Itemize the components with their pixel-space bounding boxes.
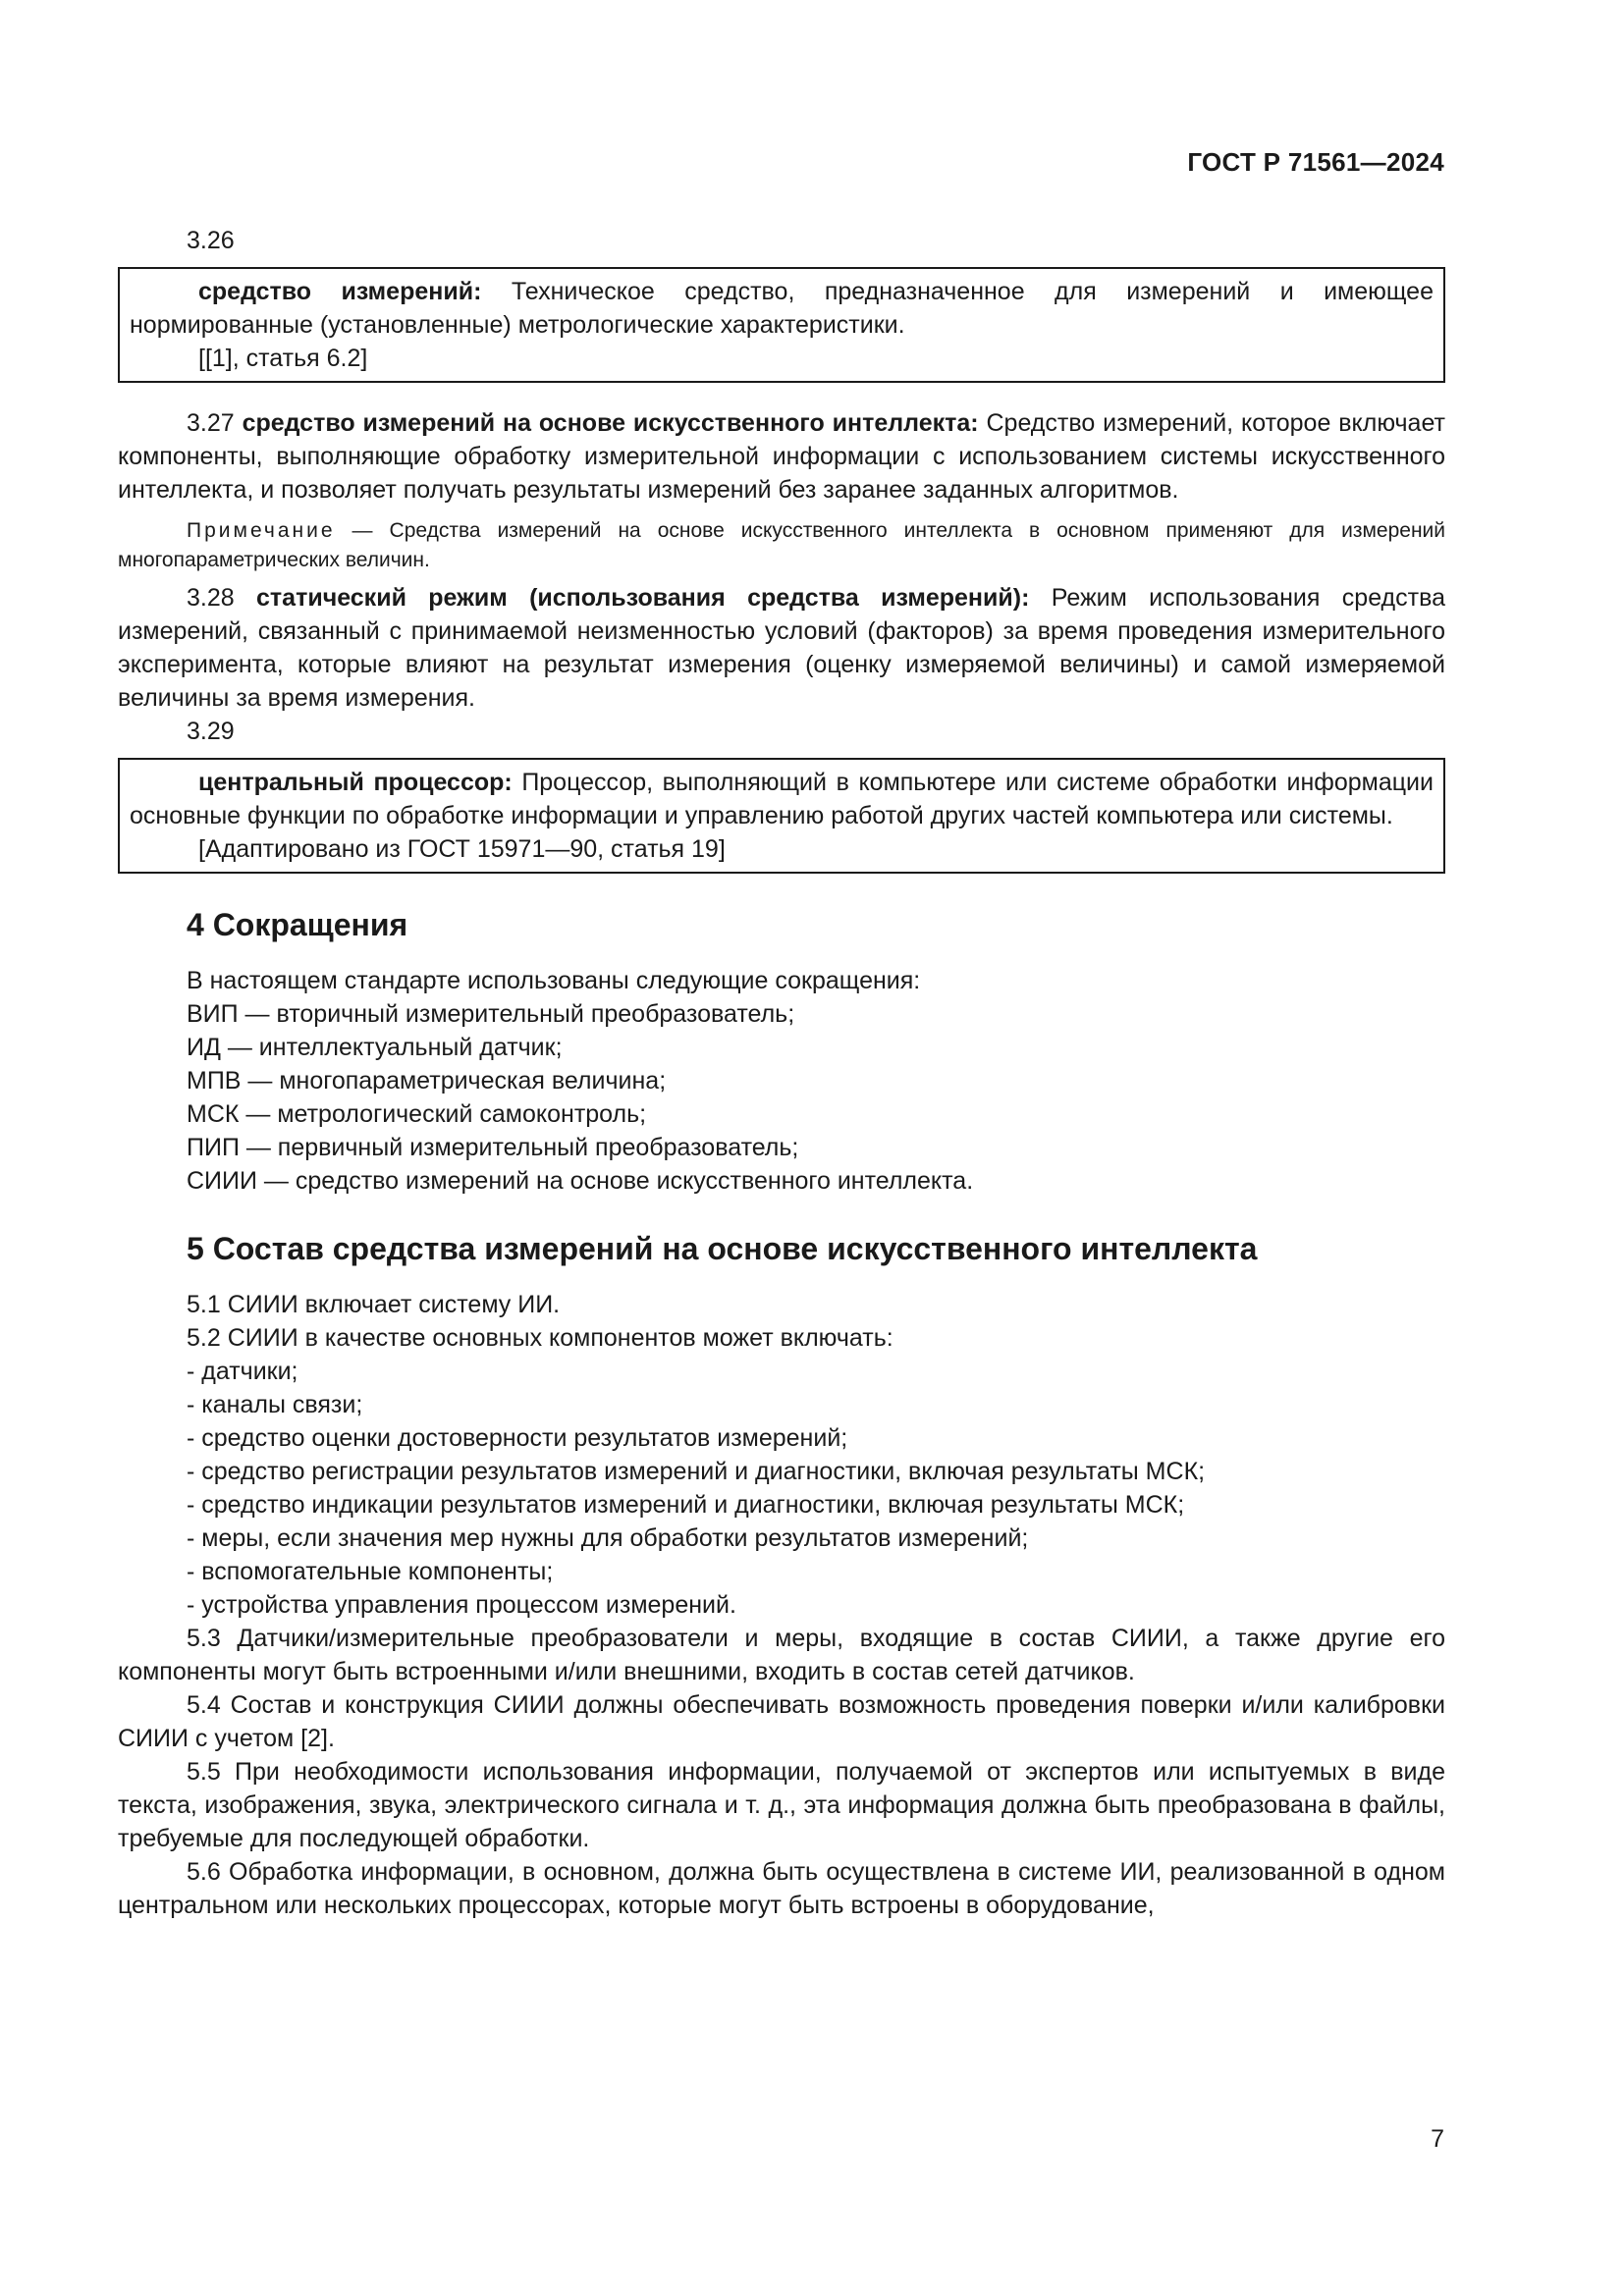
definition-box-3-29 — [118, 758, 1445, 874]
clause-5-2: 5.2 СИИИ в качестве основных компонентов может включать: — [187, 1324, 893, 1352]
term-number-3-29: 3.29 — [187, 718, 235, 745]
definition-text-3-26: Техническое средство, предназначенное для измерений и имеющее нормированные (установленные) метрологические характеристики. — [130, 278, 1434, 339]
definition-3-28 — [118, 581, 1445, 715]
term-number-3-27: 3.27 — [187, 409, 235, 437]
definition-3-26 — [130, 275, 1434, 342]
component-list-item: - средство оценки достоверности результатов измерений; — [187, 1424, 848, 1452]
abbreviation-item: МСК — метрологический самоконтроль; — [187, 1100, 647, 1128]
component-list-item: - вспомогательные компоненты; — [187, 1558, 554, 1585]
section-4-heading: 4 Сокращения — [187, 907, 408, 942]
abbreviation-item: ПИП — первичный измерительный преобразователь; — [187, 1134, 799, 1161]
clause-5-1: 5.1 СИИИ включает систему ИИ. — [187, 1291, 561, 1318]
abbreviation-item: ИД — интеллектуальный датчик; — [187, 1034, 563, 1061]
definition-text-3-27: Средство измерений, которое включает компоненты, выполняющие обработку измерительной информации с использованием системы искусственного интеллекта, и позволяет получать результаты измерений без заранее заданных алгоритмов. — [118, 409, 1445, 504]
definition-text-3-28: Режим использования средства измерений, связанный с принимаемой неизменностью условий (факторов) за время проведения измерительного эксперимента, которые влияют на результат измерения (оценку измеряемой величины) и самой измеряемой величины за время измерения. — [118, 584, 1445, 712]
clause-5-3: 5.3 Датчики/измерительные преобразователи и меры, входящие в состав СИИИ, а также другие его компоненты могут быть встроенными и/или внешними, входить в состав сетей датчиков. — [118, 1625, 1445, 1685]
term-number-3-26: 3.26 — [187, 227, 235, 254]
component-list-item: - средство индикации результатов измерений и диагностики, включая результаты МСК; — [187, 1491, 1185, 1519]
document-id: ГОСТ Р 71561—2024 — [1187, 147, 1444, 177]
term-3-26: средство измерений: — [198, 278, 482, 305]
page-number: 7 — [1431, 2125, 1444, 2153]
component-list-item: - меры, если значения мер нужны для обработки результатов измерений; — [187, 1524, 1029, 1552]
component-list-item: - устройства управления процессом измерений. — [187, 1591, 736, 1619]
definition-3-27 — [118, 406, 1445, 507]
component-list-item: - датчики; — [187, 1358, 298, 1385]
definition-3-29 — [130, 766, 1434, 832]
clause-5-5: 5.5 При необходимости использования информации, получаемой от экспертов или испытуемых в виде текста, изображения, звука, электрического сигнала и т. д., эта информация должна быть преобразована в файлы, требуемые для последующей обработки. — [118, 1758, 1445, 1852]
page-content — [118, 224, 1445, 1922]
note-text: — Средства измерений на основе искусственного интеллекта в основном применяют для измерений многопараметрических величин. — [118, 519, 1445, 571]
term-3-27: средство измерений на основе искусственного интеллекта: — [242, 409, 979, 437]
term-3-29: центральный процессор: — [198, 769, 513, 796]
component-list-item: - каналы связи; — [187, 1391, 363, 1418]
component-list-item: - средство регистрации результатов измерений и диагностики, включая результаты МСК; — [187, 1458, 1206, 1485]
source-ref-3-29: [Адаптировано из ГОСТ 15971—90, статья 19] — [198, 835, 726, 863]
abbreviations-intro: В настоящем стандарте использованы следующие сокращения: — [187, 967, 921, 994]
note-3-27 — [118, 516, 1445, 575]
abbreviation-item: ВИП — вторичный измерительный преобразователь; — [187, 1000, 795, 1028]
section-5-heading: 5 Состав средства измерений на основе искусственного интеллекта — [187, 1231, 1258, 1266]
definition-box-3-26 — [118, 267, 1445, 383]
definition-text-3-29: Процессор, выполняющий в компьютере или системе обработки информации основные функции по обработке информации и управлению работой других частей компьютера или системы. — [130, 769, 1434, 829]
abbreviation-item: СИИИ — средство измерений на основе искусственного интеллекта. — [187, 1167, 974, 1195]
term-3-28: статический режим (использования средства измерений): — [256, 584, 1030, 612]
source-ref-3-26: [[1], статья 6.2] — [198, 345, 368, 372]
abbreviation-item: МПВ — многопараметрическая величина; — [187, 1067, 667, 1095]
clause-5-6: 5.6 Обработка информации, в основном, должна быть осуществлена в системе ИИ, реализованной в одном центральном или нескольких процессорах, которые могут быть встроены в оборудование, — [118, 1858, 1445, 1919]
note-label: Примечание — [187, 519, 336, 542]
term-number-3-28: 3.28 — [187, 584, 235, 612]
clause-5-4: 5.4 Состав и конструкция СИИИ должны обеспечивать возможность проведения поверки и/или калибровки СИИИ с учетом [2]. — [118, 1691, 1445, 1752]
